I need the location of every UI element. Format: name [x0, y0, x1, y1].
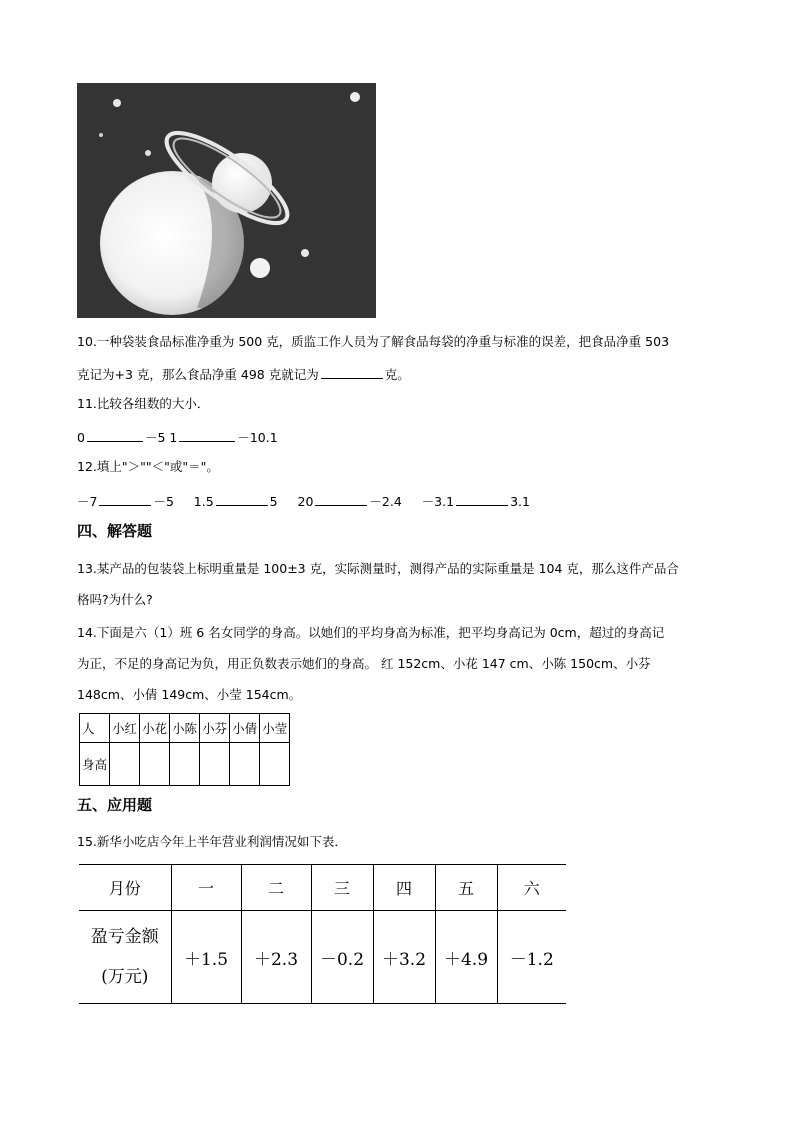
table-cell: 小倩	[230, 714, 260, 743]
q10-line2: 克记为+3 克，那么食品净重 498 克就记为 克。	[77, 367, 410, 382]
table-row	[80, 743, 290, 786]
table-cell: 小红	[110, 714, 140, 743]
table-cell: ＋2.3	[241, 911, 311, 1004]
small-moon	[113, 99, 121, 107]
answer-cell[interactable]	[230, 743, 260, 786]
q15-title: 15.新华小吃店今年上半年营业利润情况如下表．	[77, 834, 347, 849]
small-moon	[99, 133, 103, 137]
q12-title: 12.填上"＞""＜"或"＝"。	[77, 459, 219, 474]
table-cell: 五	[435, 865, 497, 911]
small-moon	[301, 249, 309, 257]
table-cell: 四	[373, 865, 435, 911]
table-cell: 身高	[80, 743, 110, 786]
answer-blank[interactable]	[321, 365, 383, 379]
table-cell: ＋3.2	[373, 911, 435, 1004]
table-cell: 小陈	[170, 714, 200, 743]
small-moon	[145, 150, 151, 156]
q11-title: 11.比较各组数的大小．	[77, 396, 210, 411]
table-cell: ＋1.5	[171, 911, 241, 1004]
table-cell: 小莹	[260, 714, 290, 743]
table-cell: 月份	[79, 865, 171, 911]
table-cell: 人	[80, 714, 110, 743]
table-cell: 小花	[140, 714, 170, 743]
answer-blank[interactable]	[456, 492, 508, 506]
section-heading-5: 五、应用题	[77, 796, 153, 814]
table-row	[79, 911, 566, 1004]
table-cell: 六	[497, 865, 566, 911]
profit-table	[79, 864, 566, 1004]
small-moon	[250, 258, 270, 278]
answer-blank[interactable]	[216, 492, 268, 506]
q11-items: 0 －5 1 －10.1	[77, 430, 278, 445]
small-moon	[350, 92, 360, 102]
answer-blank[interactable]	[99, 492, 151, 506]
q14-line2: 为正，不足的身高记为负，用正负数表示她们的身高。 红 152cm、小花 147 cm、小陈 150cm、小芬	[77, 656, 651, 671]
answer-cell[interactable]	[140, 743, 170, 786]
answer-cell[interactable]	[170, 743, 200, 786]
table-cell: －0.2	[311, 911, 373, 1004]
table-row	[80, 714, 290, 743]
q10-line1: 10.一种袋装食品标准净重为 500 克，质监工作人员为了解食品每袋的净重与标准的误差，把食品净重 503	[77, 334, 670, 349]
table-cell: 三	[311, 865, 373, 911]
answer-cell[interactable]	[110, 743, 140, 786]
q14-line3: 148cm、小倩 149cm、小莹 154cm。	[77, 687, 302, 702]
table-cell: －1.2	[497, 911, 566, 1004]
q14-line1: 14.下面是六（1）班 6 名女同学的身高。以她们的平均身高为标准，把平均身高记为 0cm，超过的身高记	[77, 625, 665, 640]
height-table	[79, 713, 290, 786]
saturn-photo	[77, 83, 376, 318]
q13-line1: 13.某产品的包装袋上标明重量是 100±3 克，实际测量时，测得产品的实际重量是 104 克，那么这件产品合	[77, 561, 679, 576]
table-cell: ＋4.9	[435, 911, 497, 1004]
table-cell: 小芬	[200, 714, 230, 743]
table-cell: 二	[241, 865, 311, 911]
q13-line2: 格吗?为什么?	[77, 592, 153, 607]
answer-blank[interactable]	[179, 428, 235, 442]
table-cell: 盈亏金额 (万元)	[79, 911, 171, 1004]
section-heading-4: 四、解答题	[77, 522, 153, 540]
table-row	[79, 865, 566, 911]
q12-items: －7 －5 1.5 5 20 －2.4 －3.1 3.1	[77, 494, 530, 509]
answer-cell[interactable]	[200, 743, 230, 786]
answer-cell[interactable]	[260, 743, 290, 786]
answer-blank[interactable]	[87, 428, 143, 442]
answer-blank[interactable]	[315, 492, 367, 506]
table-cell: 一	[171, 865, 241, 911]
